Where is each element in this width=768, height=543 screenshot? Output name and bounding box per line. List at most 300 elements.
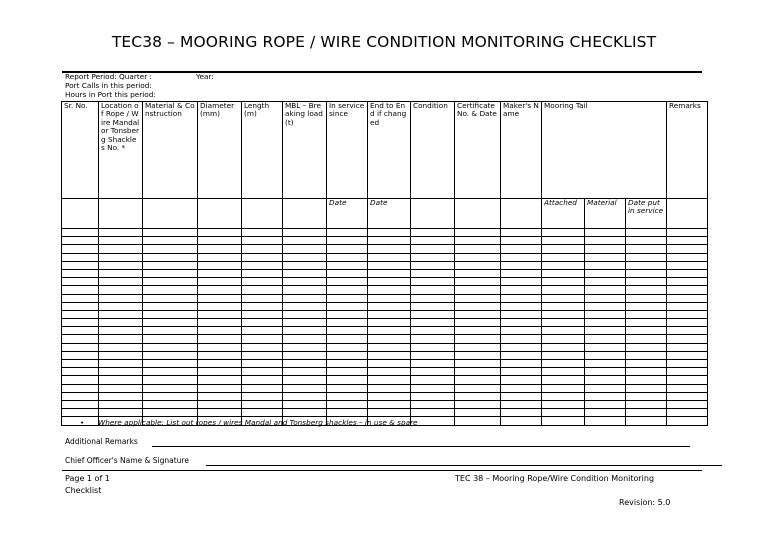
table-cell[interactable] — [283, 351, 327, 359]
table-cell[interactable] — [455, 360, 501, 368]
table-cell[interactable] — [62, 269, 99, 277]
table-cell[interactable] — [143, 229, 198, 237]
table-cell[interactable] — [411, 368, 455, 376]
table-cell[interactable] — [99, 400, 143, 408]
table-cell[interactable] — [667, 409, 708, 417]
table-cell[interactable] — [501, 343, 542, 351]
table-cell[interactable] — [626, 376, 667, 384]
table-cell[interactable] — [368, 253, 411, 261]
table-cell[interactable] — [62, 392, 99, 400]
table-cell[interactable] — [585, 245, 626, 253]
table-cell[interactable] — [368, 261, 411, 269]
table-cell[interactable] — [667, 392, 708, 400]
table-cell[interactable] — [198, 261, 242, 269]
table-cell[interactable] — [455, 384, 501, 392]
table-cell[interactable] — [327, 229, 368, 237]
table-cell[interactable] — [62, 335, 99, 343]
table-cell[interactable] — [283, 302, 327, 310]
table-cell[interactable] — [585, 229, 626, 237]
table-cell[interactable] — [501, 269, 542, 277]
table-cell[interactable] — [542, 294, 585, 302]
table-cell[interactable] — [242, 327, 283, 335]
table-cell[interactable] — [501, 392, 542, 400]
table-cell[interactable] — [198, 302, 242, 310]
table-cell[interactable] — [242, 376, 283, 384]
table-cell[interactable] — [455, 261, 501, 269]
table-cell[interactable] — [242, 269, 283, 277]
table-cell[interactable] — [411, 269, 455, 277]
table-cell[interactable] — [626, 310, 667, 318]
table-cell[interactable] — [198, 351, 242, 359]
table-cell[interactable] — [62, 384, 99, 392]
table-cell[interactable] — [455, 294, 501, 302]
table-cell[interactable] — [99, 319, 143, 327]
table-cell[interactable] — [62, 286, 99, 294]
table-cell[interactable] — [501, 278, 542, 286]
table-cell[interactable] — [585, 253, 626, 261]
table-cell[interactable] — [585, 343, 626, 351]
table-cell[interactable] — [667, 343, 708, 351]
table-cell[interactable] — [455, 417, 501, 425]
table-cell[interactable] — [455, 286, 501, 294]
table-cell[interactable] — [626, 302, 667, 310]
table-cell[interactable] — [542, 261, 585, 269]
table-cell[interactable] — [62, 343, 99, 351]
table-cell[interactable] — [327, 351, 368, 359]
table-cell[interactable] — [143, 327, 198, 335]
table-cell[interactable] — [62, 278, 99, 286]
table-cell[interactable] — [542, 343, 585, 351]
table-cell[interactable] — [455, 368, 501, 376]
table-cell[interactable] — [667, 368, 708, 376]
table-cell[interactable] — [62, 253, 99, 261]
table-cell[interactable] — [198, 392, 242, 400]
table-cell[interactable] — [198, 376, 242, 384]
table-cell[interactable] — [242, 351, 283, 359]
table-cell[interactable] — [198, 278, 242, 286]
table-cell[interactable] — [626, 319, 667, 327]
table-cell[interactable] — [626, 351, 667, 359]
table-cell[interactable] — [62, 376, 99, 384]
table-cell[interactable] — [143, 360, 198, 368]
table-cell[interactable] — [542, 269, 585, 277]
table-cell[interactable] — [327, 278, 368, 286]
table-cell[interactable] — [143, 302, 198, 310]
table-cell[interactable] — [62, 319, 99, 327]
table-cell[interactable] — [99, 245, 143, 253]
table-cell[interactable] — [143, 368, 198, 376]
table-cell[interactable] — [411, 400, 455, 408]
table-cell[interactable] — [283, 261, 327, 269]
table-cell[interactable] — [368, 384, 411, 392]
table-cell[interactable] — [585, 409, 626, 417]
table-cell[interactable] — [368, 302, 411, 310]
table-cell[interactable] — [368, 269, 411, 277]
table-cell[interactable] — [501, 400, 542, 408]
table-cell[interactable] — [99, 302, 143, 310]
table-cell[interactable] — [242, 286, 283, 294]
table-cell[interactable] — [501, 310, 542, 318]
table-cell[interactable] — [411, 360, 455, 368]
table-cell[interactable] — [411, 286, 455, 294]
table-cell[interactable] — [626, 417, 667, 425]
table-cell[interactable] — [99, 286, 143, 294]
table-cell[interactable] — [242, 310, 283, 318]
table-cell[interactable] — [198, 294, 242, 302]
table-cell[interactable] — [143, 409, 198, 417]
table-cell[interactable] — [411, 294, 455, 302]
table-cell[interactable] — [585, 327, 626, 335]
table-cell[interactable] — [667, 278, 708, 286]
table-cell[interactable] — [327, 294, 368, 302]
table-cell[interactable] — [242, 368, 283, 376]
table-cell[interactable] — [501, 409, 542, 417]
table-cell[interactable] — [667, 400, 708, 408]
table-cell[interactable] — [143, 335, 198, 343]
table-cell[interactable] — [542, 368, 585, 376]
table-cell[interactable] — [327, 261, 368, 269]
table-cell[interactable] — [626, 278, 667, 286]
table-cell[interactable] — [242, 237, 283, 245]
table-cell[interactable] — [242, 319, 283, 327]
table-cell[interactable] — [626, 392, 667, 400]
table-cell[interactable] — [585, 261, 626, 269]
table-cell[interactable] — [143, 245, 198, 253]
table-cell[interactable] — [542, 376, 585, 384]
table-cell[interactable] — [327, 319, 368, 327]
table-cell[interactable] — [667, 237, 708, 245]
table-cell[interactable] — [455, 392, 501, 400]
table-cell[interactable] — [667, 384, 708, 392]
table-cell[interactable] — [501, 384, 542, 392]
table-cell[interactable] — [242, 294, 283, 302]
table-cell[interactable] — [542, 409, 585, 417]
table-cell[interactable] — [368, 319, 411, 327]
table-cell[interactable] — [626, 237, 667, 245]
table-cell[interactable] — [368, 278, 411, 286]
table-cell[interactable] — [411, 310, 455, 318]
table-cell[interactable] — [62, 294, 99, 302]
table-cell[interactable] — [455, 335, 501, 343]
table-cell[interactable] — [143, 343, 198, 351]
table-cell[interactable] — [242, 335, 283, 343]
table-cell[interactable] — [198, 360, 242, 368]
table-cell[interactable] — [368, 376, 411, 384]
chief-officer-signature-line[interactable] — [206, 465, 722, 466]
table-cell[interactable] — [501, 261, 542, 269]
table-cell[interactable] — [585, 400, 626, 408]
table-cell[interactable] — [501, 368, 542, 376]
table-cell[interactable] — [368, 294, 411, 302]
table-cell[interactable] — [542, 253, 585, 261]
table-cell[interactable] — [242, 278, 283, 286]
table-cell[interactable] — [455, 409, 501, 417]
table-cell[interactable] — [62, 310, 99, 318]
table-cell[interactable] — [62, 409, 99, 417]
table-cell[interactable] — [327, 409, 368, 417]
table-cell[interactable] — [327, 253, 368, 261]
table-cell[interactable] — [368, 327, 411, 335]
table-cell[interactable] — [62, 302, 99, 310]
table-cell[interactable] — [99, 392, 143, 400]
table-cell[interactable] — [501, 335, 542, 343]
table-cell[interactable] — [667, 253, 708, 261]
table-cell[interactable] — [455, 237, 501, 245]
table-cell[interactable] — [198, 335, 242, 343]
table-cell[interactable] — [667, 376, 708, 384]
table-cell[interactable] — [62, 237, 99, 245]
table-cell[interactable] — [501, 376, 542, 384]
table-cell[interactable] — [99, 253, 143, 261]
table-cell[interactable] — [626, 294, 667, 302]
table-cell[interactable] — [368, 351, 411, 359]
table-cell[interactable] — [99, 360, 143, 368]
table-cell[interactable] — [626, 245, 667, 253]
table-cell[interactable] — [626, 286, 667, 294]
table-cell[interactable] — [585, 384, 626, 392]
table-cell[interactable] — [542, 319, 585, 327]
table-cell[interactable] — [455, 319, 501, 327]
table-cell[interactable] — [542, 351, 585, 359]
table-cell[interactable] — [501, 229, 542, 237]
table-cell[interactable] — [198, 269, 242, 277]
table-cell[interactable] — [368, 368, 411, 376]
table-cell[interactable] — [327, 269, 368, 277]
table-cell[interactable] — [585, 294, 626, 302]
table-cell[interactable] — [327, 335, 368, 343]
table-cell[interactable] — [198, 409, 242, 417]
table-cell[interactable] — [99, 261, 143, 269]
table-cell[interactable] — [62, 360, 99, 368]
table-cell[interactable] — [99, 409, 143, 417]
table-cell[interactable] — [327, 400, 368, 408]
table-cell[interactable] — [368, 237, 411, 245]
table-cell[interactable] — [542, 237, 585, 245]
table-cell[interactable] — [585, 368, 626, 376]
table-cell[interactable] — [542, 310, 585, 318]
table-cell[interactable] — [198, 384, 242, 392]
table-cell[interactable] — [542, 360, 585, 368]
table-cell[interactable] — [626, 335, 667, 343]
table-cell[interactable] — [143, 310, 198, 318]
table-cell[interactable] — [327, 343, 368, 351]
table-cell[interactable] — [143, 384, 198, 392]
table-cell[interactable] — [667, 327, 708, 335]
table-cell[interactable] — [667, 286, 708, 294]
table-cell[interactable] — [626, 360, 667, 368]
table-cell[interactable] — [501, 417, 542, 425]
table-cell[interactable] — [143, 392, 198, 400]
table-cell[interactable] — [283, 400, 327, 408]
table-cell[interactable] — [585, 351, 626, 359]
table-cell[interactable] — [283, 286, 327, 294]
table-cell[interactable] — [667, 294, 708, 302]
table-cell[interactable] — [626, 253, 667, 261]
table-cell[interactable] — [626, 343, 667, 351]
table-cell[interactable] — [585, 376, 626, 384]
table-cell[interactable] — [411, 245, 455, 253]
table-cell[interactable] — [283, 319, 327, 327]
table-cell[interactable] — [327, 302, 368, 310]
table-cell[interactable] — [585, 360, 626, 368]
table-cell[interactable] — [501, 286, 542, 294]
table-cell[interactable] — [327, 368, 368, 376]
table-cell[interactable] — [368, 409, 411, 417]
table-cell[interactable] — [143, 319, 198, 327]
table-cell[interactable] — [411, 384, 455, 392]
table-cell[interactable] — [99, 269, 143, 277]
table-cell[interactable] — [62, 245, 99, 253]
table-cell[interactable] — [242, 384, 283, 392]
table-cell[interactable] — [585, 302, 626, 310]
table-cell[interactable] — [542, 400, 585, 408]
table-cell[interactable] — [455, 245, 501, 253]
table-cell[interactable] — [327, 392, 368, 400]
table-cell[interactable] — [455, 310, 501, 318]
table-cell[interactable] — [667, 269, 708, 277]
table-cell[interactable] — [501, 294, 542, 302]
table-cell[interactable] — [283, 229, 327, 237]
table-cell[interactable] — [411, 229, 455, 237]
table-cell[interactable] — [501, 360, 542, 368]
table-cell[interactable] — [411, 261, 455, 269]
table-cell[interactable] — [542, 229, 585, 237]
table-cell[interactable] — [198, 343, 242, 351]
table-cell[interactable] — [283, 376, 327, 384]
table-cell[interactable] — [283, 237, 327, 245]
table-cell[interactable] — [198, 253, 242, 261]
table-cell[interactable] — [62, 351, 99, 359]
table-cell[interactable] — [283, 392, 327, 400]
table-cell[interactable] — [667, 335, 708, 343]
table-cell[interactable] — [585, 237, 626, 245]
table-cell[interactable] — [585, 417, 626, 425]
table-cell[interactable] — [368, 392, 411, 400]
table-cell[interactable] — [99, 335, 143, 343]
table-cell[interactable] — [198, 310, 242, 318]
table-cell[interactable] — [455, 253, 501, 261]
table-cell[interactable] — [542, 327, 585, 335]
table-cell[interactable] — [626, 409, 667, 417]
table-cell[interactable] — [99, 384, 143, 392]
table-cell[interactable] — [283, 294, 327, 302]
table-cell[interactable] — [542, 417, 585, 425]
table-cell[interactable] — [626, 400, 667, 408]
table-cell[interactable] — [283, 310, 327, 318]
table-cell[interactable] — [143, 351, 198, 359]
table-cell[interactable] — [501, 253, 542, 261]
table-cell[interactable] — [411, 237, 455, 245]
table-cell[interactable] — [143, 261, 198, 269]
table-cell[interactable] — [143, 253, 198, 261]
table-cell[interactable] — [327, 310, 368, 318]
table-cell[interactable] — [327, 360, 368, 368]
table-cell[interactable] — [283, 335, 327, 343]
table-cell[interactable] — [368, 286, 411, 294]
table-cell[interactable] — [411, 302, 455, 310]
table-cell[interactable] — [198, 245, 242, 253]
table-cell[interactable] — [626, 384, 667, 392]
table-cell[interactable] — [368, 400, 411, 408]
table-cell[interactable] — [198, 319, 242, 327]
table-cell[interactable] — [455, 343, 501, 351]
table-cell[interactable] — [667, 261, 708, 269]
table-cell[interactable] — [542, 245, 585, 253]
table-cell[interactable] — [411, 376, 455, 384]
table-cell[interactable] — [198, 368, 242, 376]
table-cell[interactable] — [242, 245, 283, 253]
table-cell[interactable] — [667, 417, 708, 425]
table-cell[interactable] — [585, 310, 626, 318]
table-cell[interactable] — [198, 327, 242, 335]
table-cell[interactable] — [327, 376, 368, 384]
table-cell[interactable] — [455, 229, 501, 237]
table-cell[interactable] — [327, 327, 368, 335]
table-cell[interactable] — [283, 278, 327, 286]
table-cell[interactable] — [242, 409, 283, 417]
table-cell[interactable] — [455, 400, 501, 408]
table-cell[interactable] — [626, 261, 667, 269]
table-cell[interactable] — [667, 245, 708, 253]
table-cell[interactable] — [198, 237, 242, 245]
table-cell[interactable] — [585, 335, 626, 343]
table-cell[interactable] — [62, 261, 99, 269]
table-cell[interactable] — [62, 229, 99, 237]
table-cell[interactable] — [283, 360, 327, 368]
table-cell[interactable] — [667, 319, 708, 327]
table-cell[interactable] — [626, 269, 667, 277]
table-cell[interactable] — [143, 286, 198, 294]
table-cell[interactable] — [99, 310, 143, 318]
table-cell[interactable] — [99, 294, 143, 302]
table-cell[interactable] — [626, 368, 667, 376]
table-cell[interactable] — [368, 310, 411, 318]
table-cell[interactable] — [283, 253, 327, 261]
table-cell[interactable] — [411, 253, 455, 261]
table-cell[interactable] — [667, 351, 708, 359]
table-cell[interactable] — [283, 409, 327, 417]
table-cell[interactable] — [99, 343, 143, 351]
table-cell[interactable] — [283, 384, 327, 392]
table-cell[interactable] — [585, 269, 626, 277]
table-cell[interactable] — [327, 286, 368, 294]
table-cell[interactable] — [62, 400, 99, 408]
table-cell[interactable] — [327, 237, 368, 245]
table-cell[interactable] — [242, 360, 283, 368]
table-cell[interactable] — [501, 351, 542, 359]
table-cell[interactable] — [411, 278, 455, 286]
table-cell[interactable] — [198, 229, 242, 237]
table-cell[interactable] — [99, 278, 143, 286]
table-cell[interactable] — [626, 229, 667, 237]
table-cell[interactable] — [368, 335, 411, 343]
table-cell[interactable] — [143, 237, 198, 245]
table-cell[interactable] — [143, 376, 198, 384]
table-cell[interactable] — [242, 261, 283, 269]
table-cell[interactable] — [542, 278, 585, 286]
table-cell[interactable] — [411, 319, 455, 327]
table-cell[interactable] — [242, 343, 283, 351]
table-cell[interactable] — [585, 286, 626, 294]
table-cell[interactable] — [143, 269, 198, 277]
table-cell[interactable] — [455, 376, 501, 384]
table-cell[interactable] — [667, 310, 708, 318]
table-cell[interactable] — [283, 327, 327, 335]
table-cell[interactable] — [283, 368, 327, 376]
table-cell[interactable] — [198, 286, 242, 294]
table-cell[interactable] — [242, 229, 283, 237]
table-cell[interactable] — [455, 278, 501, 286]
